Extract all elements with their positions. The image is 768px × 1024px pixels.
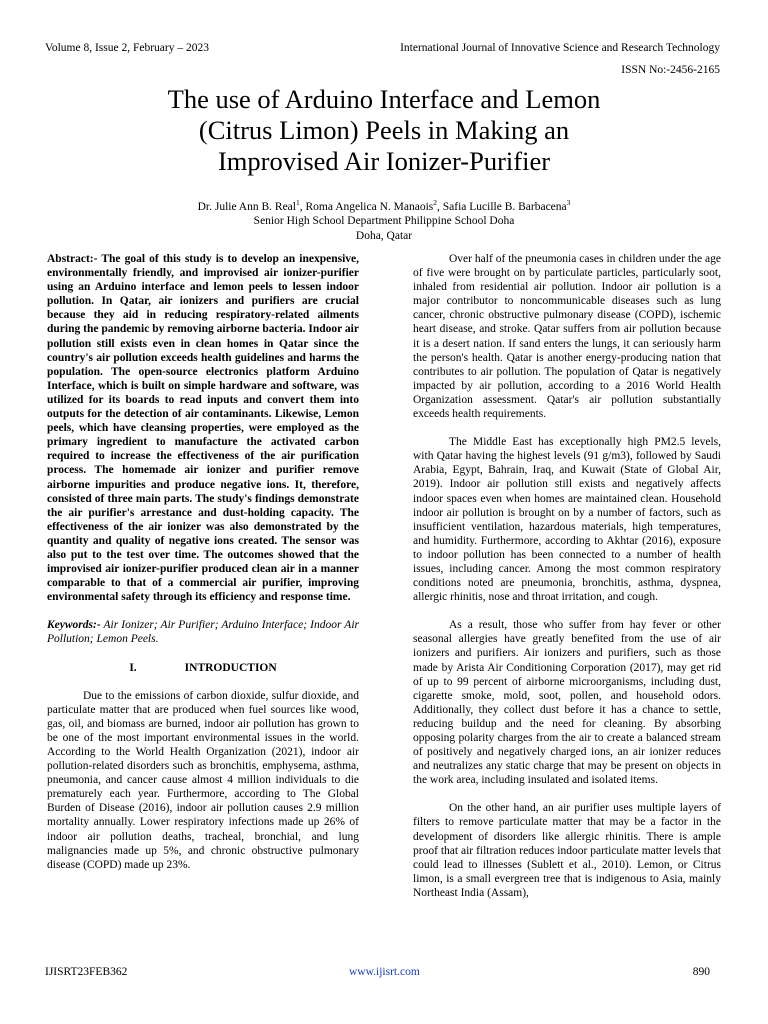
title-line-2: (Citrus Limon) Peels in Making an [198,115,570,145]
author-2-sup: 2 [433,198,437,207]
volume-issue: Volume 8, Issue 2, February – 2023 [45,42,209,54]
author-list [0,196,768,214]
keywords [47,618,359,646]
keywords-text: Air Ionizer; Air Purifier; Arduino Interface; Indoor Air Pollution; Lemon Peels. [47,619,359,646]
right-paragraph-1: Over half of the pneumonia cases in children under the age of five were brought on by particulate particles, particularly soot, inhaled from residential air pollution. Indoor air pollution is a major contributor to noncommunicable diseases such as lung cancer, chronic obstructive pulmonary disease (COPD), ischemic heart disease, and stroke. Qatar suffers from air pollution because it is a desert nation. If sand enters the lungs, it can seriously harm the person's health. Qatar is another energy-producing nation that contributes to air pollution. The population of Qatar is negatively impacted by air pollution, according to a 2016 World Health Organization assessment. Qatar's air pollution substantially exceeds health requirements. [413,253,721,421]
right-paragraph-4: On the other hand, an air purifier uses multiple layers of filters to remove particulate matter that may be a factor in the development of disorders like allergic rhinitis. There is ample proof that air filtration reduces indoor particulate matter levels that could lead to illnesses (Sublett et al., 2010). Lemon, or Citrus limon, is a small evergreen tree that is indigenous to Asia, mainly Northeast India (Assam), [413,802,721,899]
section-title: INTRODUCTION [184,661,277,674]
author-3: , Safia Lucille B. Barbacena [437,200,567,213]
journal-website-link[interactable]: www.ijisrt.com [349,966,420,978]
right-column [413,252,721,900]
abstract: Abstract:- The goal of this study is to develop an inexpensive, environmentally friendly, and improvised air ionizer-purifier using an Arduino interface and lemon peels to lessen indoor pollution. In Qatar, air ionizers and purifiers are crucial because they aid in reducing respiratory-related ailments during the pandemic by removing airborne bacteria. Indoor air pollution still exists even in clean homes in Qatar since the country's air pollution exceeds health guidelines and harms the population. The open-source electronics platform Arduino Interface, which is built on simple hardware and software, was utilized for its boards to read inputs and convert them into outputs for the detection of air contaminants. Likewise, Lemon peels, which have cleansing properties, were employed as the primary ingredient to manufacture the activated carbon required to increase the effectiveness of the air purification process. The homemade air ionizer and purifier remove airborne impurities and produce negative ions. It, therefore, consisted of three main parts. The study's findings demonstrate the air purifier's arrestance and dust-holding capacity. The effectiveness of the air ionizer was also demonstrated by the quantity and quality of negative ions created. The sensor was also put to the test over time. The outcomes showed that the improvised air ionizer-purifier produced clean air in a manner comparable to that of a commercial air purifier, improving environmental safety through its efficiency and response time. [47,253,359,604]
left-column [47,252,359,872]
author-1-sup: 1 [295,198,300,207]
page-number: 890 [692,966,710,978]
right-paragraph-2: The Middle East has exceptionally high PM2.5 levels, with Qatar having the highest levels (91 g/m3), followed by Saudi Arabia, Egypt, Bahrain, Iraq, and Kuwait (State of Global Air, 2019). Indoor air pollution still exists and negatively affects indoor spaces even when homes are maintained clean. Household indoor air pollution is brought on by a number of factors, such as insufficient ventilation, hazardous materials, high temperatures, and humidity. Furthermore, according to Akhtar (2016), exposure to indoor pollution has been connected to a number of health issues, including cancer. Among the most common respiratory conditions noted are pneumonia, bronchitis, asthma, dyspnea, allergic rhinitis, nose and throat irritation, and cough. [413,436,721,604]
section-heading [47,661,359,675]
author-1: Dr. Julie Ann B. Real [197,200,296,213]
paper-title [60,84,708,177]
author-block [0,196,768,243]
author-2: , Roma Angelica N. Manaois [299,200,434,213]
keywords-label: Keywords:- [47,619,101,632]
author-3-sup: 3 [566,198,571,207]
article-code: IJISRT23FEB362 [45,966,128,978]
section-number: I. [129,661,137,674]
affiliation: Senior High School Department Philippine School Doha [253,215,515,228]
issn-number: ISSN No:-2456-2165 [621,64,720,76]
right-paragraph-3: As a result, those who suffer from hay fever or other seasonal allergies have greatly benefited from the use of air ionizers and purifiers. Air ionizers and purifiers, such as those made by Arista Air Conditioning Corporation (2017), may get rid of up to 99 percent of airborne microorganisms, including dust, cigarette smoke, mold, soot, pollen, and household odors. Additionally, they collect dust before it has a chance to settle, reducing buildup and the need for cleaning. By absorbing opposing polarity charges from the air to create a balanced stream of positively and negatively charged ions, an air ionizer reduces and neutralizes any static charge that may be present on objects in the work area, including insulated and isolated items. [413,619,721,787]
journal-name: International Journal of Innovative Science and Research Technology [400,42,720,54]
title-line-3: Improvised Air Ionizer-Purifier [217,146,551,176]
location: Doha, Qatar [355,229,413,242]
title-line-1: The use of Arduino Interface and Lemon [167,84,601,114]
intro-paragraph-1: Due to the emissions of carbon dioxide, sulfur dioxide, and particulate matter that are produced when fuel sources like wood, gas, oil, and biomass are burned, indoor air pollution has grown to be one of the most important environmental issues in the world. According to the World Health Organization (2021), indoor air pollution-related disorders such as bronchitis, emphysema, asthma, pneumonia, and cancer cause almost 4 million individuals to die prematurely each year. Furthermore, according to The Global Burden of Disease (2016), indoor air pollution causes 2.9 million mortality annually. Lower respiratory infections made up 26% of indoor air pollution deaths, tracheal, bronchial, and lung malignancies made up 5%, and chronic obstructive pulmonary disease (COPD) made up 23%. [47,689,359,871]
